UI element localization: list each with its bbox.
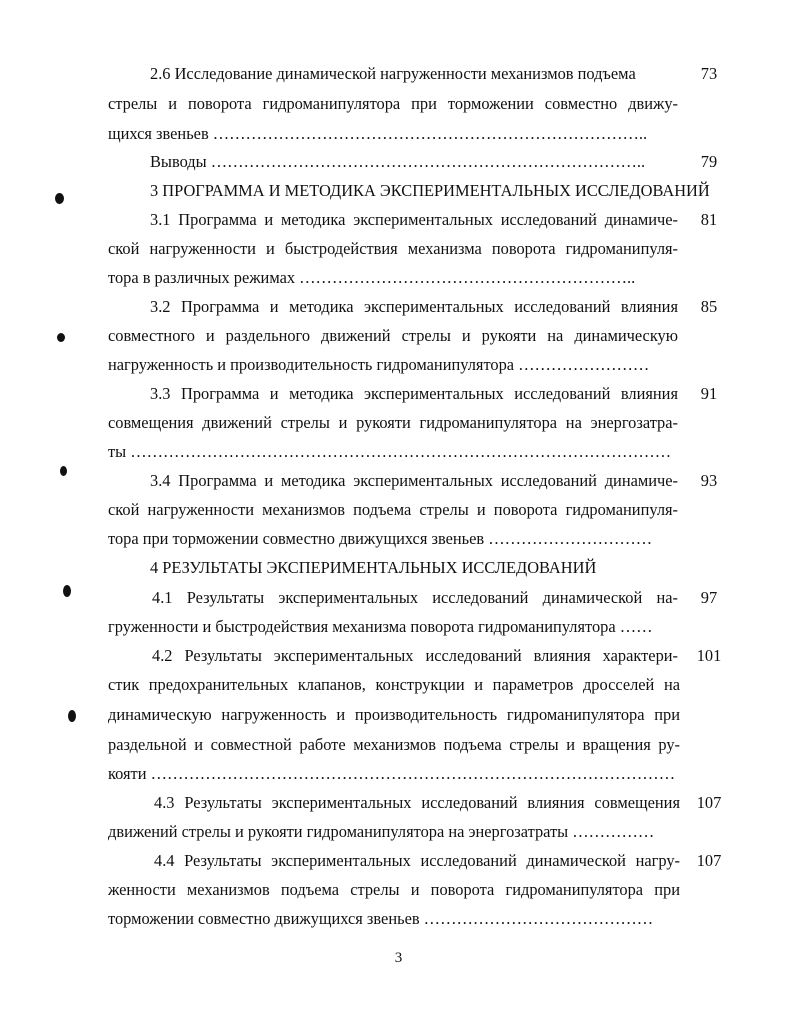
toc-text-line: 3.1 Программа и методика экспериментальных исследований динамиче- [150,210,678,229]
toc-text-line: ской нагруженности и быстродействия механизма поворота гидроманипуля- [108,239,678,258]
scan-speck [55,193,64,204]
chapter-title: 3 ПРОГРАММА И МЕТОДИКА ЭКСПЕРИМЕНТАЛЬНЫХ ИССЛЕДОВАНИЙ [150,181,710,200]
scan-speck [63,585,71,597]
toc-text-line: тора в различных режимах …………………………………………………….. [108,268,636,287]
toc-text-line: 3.4 Программа и методика экспериментальных исследований динамиче- [150,471,678,490]
toc-text-line: стик предохранительных клапанов, конструкции и параметров дросселей на [108,675,680,694]
toc-text-line: торможении совместно движущихся звеньев …………………………………… [108,909,654,928]
toc-text-line: 3.3 Программа и методика экспериментальных исследований влияния [150,384,678,403]
toc-page-number: 107 [696,793,722,812]
chapter-title: 4 РЕЗУЛЬТАТЫ ЭКСПЕРИМЕНТАЛЬНЫХ ИССЛЕДОВАНИЙ [150,558,597,577]
toc-text-line: ты ……………………………………………………………………………………… [108,442,672,461]
toc-page-number: 107 [696,851,722,870]
toc-page-number: 97 [700,588,718,607]
scan-speck [57,333,65,342]
toc-text-line: стрелы и поворота гидроманипулятора при торможении совместно движу- [108,94,678,113]
toc-text-line: тора при торможении совместно движущихся звеньев ………………………… [108,529,653,548]
toc-text-line: 4.4 Результаты экспериментальных исследований динамической нагру- [154,851,680,870]
toc-page-number: 81 [700,210,718,229]
toc-text-line: нагруженность и производительность гидроманипулятора …………………… [108,355,650,374]
toc-text-line: 4.1 Результаты экспериментальных исследований динамической на- [152,588,678,607]
toc-page-number: 101 [696,646,722,665]
toc-page-number: 79 [700,152,718,171]
toc-text-line: совместного и раздельного движений стрелы и рукояти на динамическую [108,326,678,345]
toc-text-line: динамическую нагруженность и производительность гидроманипулятора при [108,705,680,724]
toc-text-line: 3.2 Программа и методика экспериментальных исследований влияния [150,297,678,316]
toc-page-number: 73 [700,64,718,83]
toc-text-line: ской нагруженности механизмов подъема стрелы и поворота гидроманипуля- [108,500,678,519]
toc-text-line: 2.6 Исследование динамической нагруженности механизмов подъема [150,64,636,83]
page-number-footer: 3 [394,950,403,966]
toc-text-line: Выводы …………………………………………………………………….. [150,152,646,171]
toc-text-line: груженности и быстродействия механизма поворота гидроманипулятора …… [108,617,653,636]
toc-text-line: 4.2 Результаты экспериментальных исследований влияния характери- [152,646,678,665]
toc-page-number: 91 [700,384,718,403]
toc-text-line: кояти …………………………………………………………………………………… [108,764,676,783]
toc-text-line: 4.3 Результаты экспериментальных исследований влияния совмещения [154,793,680,812]
scan-speck [60,466,67,476]
toc-text-line: движений стрелы и рукояти гидроманипулятора на энергозатраты …………… [108,822,655,841]
scan-speck [68,710,76,722]
toc-page-number: 85 [700,297,718,316]
toc-text-line: женности механизмов подъема стрелы и поворота гидроманипулятора при [108,880,680,899]
toc-page-number: 93 [700,471,718,490]
toc-text-line: совмещения движений стрелы и рукояти гидроманипулятора на энергозатра- [108,413,678,432]
toc-text-line: щихся звеньев …………………………………………………………………….. [108,124,648,143]
toc-text-line: раздельной и совместной работе механизмов подъема стрелы и вращения ру- [108,735,680,754]
